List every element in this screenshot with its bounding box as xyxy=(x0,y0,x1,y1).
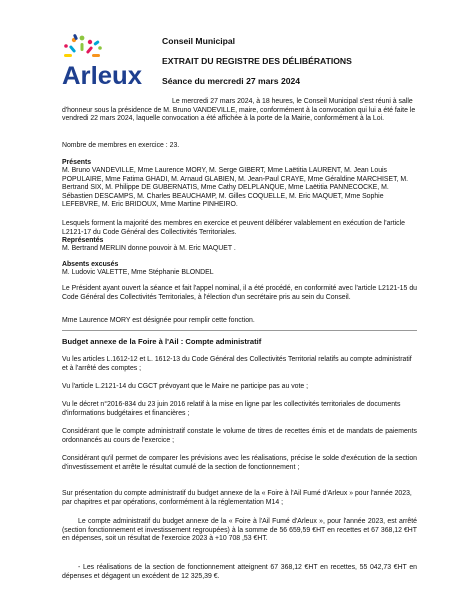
represented-text: M. Bertrand MERLIN donne pouvoir à M. Eric MAQUET . xyxy=(62,245,236,252)
document-title: EXTRAIT DU REGISTRE DES DÉLIBÉRATIONS xyxy=(162,56,352,66)
paragraph-comparison: Considérant qu'il permet de comparer les prévisions avec les réalisations, précise le solde d'exécution de la section d'investissement et arrête le résultat cumulé de la section de fonctionnement ; xyxy=(62,455,417,471)
intro-paragraph: Le mercredi 27 mars 2024, à 18 heures, le Conseil Municipal s'est réuni à salle d'honneur sous la présidence de M. Bruno VANDEVILLE, maire, conformément à la convocation qui lui a été faite le vendredi 22 mars 2024, laquelle convocation a été affichée à la porte de la Mairie, conformément à la Loi. xyxy=(62,98,416,123)
logo-text: Arleux xyxy=(62,62,143,90)
section-divider xyxy=(62,330,417,331)
represented-heading: Représentés xyxy=(62,237,104,244)
paragraph-decree: Vu le décret n°2016-834 du 23 juin 2016 relatif à la mise en ligne par les collectivités territoriales de documents d'informations budgétaires et financières ; xyxy=(62,401,401,417)
council-label: Conseil Municipal xyxy=(162,36,236,46)
excused-text: M. Ludovic VALETTE, Mme Stéphanie BLONDEL xyxy=(62,269,214,276)
operating-section-paragraph: - Les réalisations de la section de fonctionnement atteignent 67 368,12 €HT en recettes, 55 042,73 €HT en dépenses et dégagent un excédent de 12 325,39 €. xyxy=(62,564,417,580)
quorum-note: Lesquels forment la majorité des membres en exercice et peuvent délibérer valablement en exécution de l'article L2121-17 du Code Général des Collectivités Territoriales. xyxy=(62,220,405,236)
excused-heading: Absents excusés xyxy=(62,261,119,268)
secretary-line: Mme Laurence MORY est désignée pour remplir cette fonction. xyxy=(62,317,255,324)
opening-paragraph: Le Président ayant ouvert la séance et fait l'appel nominal, il a été procédé, en conformité avec l'article L2121-15 du Code Général des Collectivités Territoriales, à l'élection d'un secrétaire pris au sein du Conseil. xyxy=(62,285,417,301)
section-title: Budget annexe de la Foire à l'Ail : Compte administratif xyxy=(62,337,262,346)
members-count: Nombre de membres en exercice : 23. xyxy=(62,142,180,149)
paragraph-presentation: Sur présentation du compte administratif du budget annexe de la « Foire à l'Ail Fumé d'Arleux » pour l'année 2023, par chapitres et par opérations, conformément à la réglementation M14 ; xyxy=(62,490,412,506)
logo-burst-icon xyxy=(64,34,102,57)
paragraph-volume: Considérant que le compte administratif constate le volume de titres de recettes émis et de mandats de paiements ordonnancés au cours de l'exercice ; xyxy=(62,428,417,444)
arleux-logo xyxy=(60,30,145,92)
present-heading: Présents xyxy=(62,159,92,166)
session-date: Séance du mercredi 27 mars 2024 xyxy=(162,76,301,86)
document-header xyxy=(162,36,432,96)
present-list: M. Bruno VANDEVILLE, Mme Laurence MORY, M. Serge GIBERT, Mme Laëtitia LAURENT, M. Jean Louis POPULAIRE, Mme Fatima GHADI, M. Arnaud GLABIEN, M. Jean-Paul CRAYE, Mme Géraldine MARCHISET, M. Bertrand SIX, M. Philippe DE GUBERNATIS, Mme Cathy DELPLANQUE, Mme Laëtitia PANNECOCKE, M. Sébastien DESCAMPS, M. Charles BEAUCHAMP, M. Gilles COQUELLE, M. Eric MAQUET, Mme Sophie LEFEBVRE, M. Eric BRIDOUX, Mme Martine PINHEIRO. xyxy=(62,167,409,209)
paragraph-articles: Vu les articles L.1612-12 et L. 1612-13 du Code Général des Collectivités Territorial relatifs au compte administratif et à l'arrêté des comptes ; xyxy=(62,356,412,372)
paragraph-cgct: Vu l'article L.2121-14 du CGCT prévoyant que le Maire ne participe pas au vote ; xyxy=(62,383,309,390)
result-paragraph: Le compte administratif du budget annexe de la « Foire à l'Ail Fumé d'Arleux », pour l'année 2023, est arrêté (section fonctionnement et investissement regroupées) à la somme de 56 659,59 €HT en recettes et 67 368,12 €HT en dépenses, soit un résultat de l'exercice 2023 à +10 708 ,53 €HT. xyxy=(62,518,417,543)
